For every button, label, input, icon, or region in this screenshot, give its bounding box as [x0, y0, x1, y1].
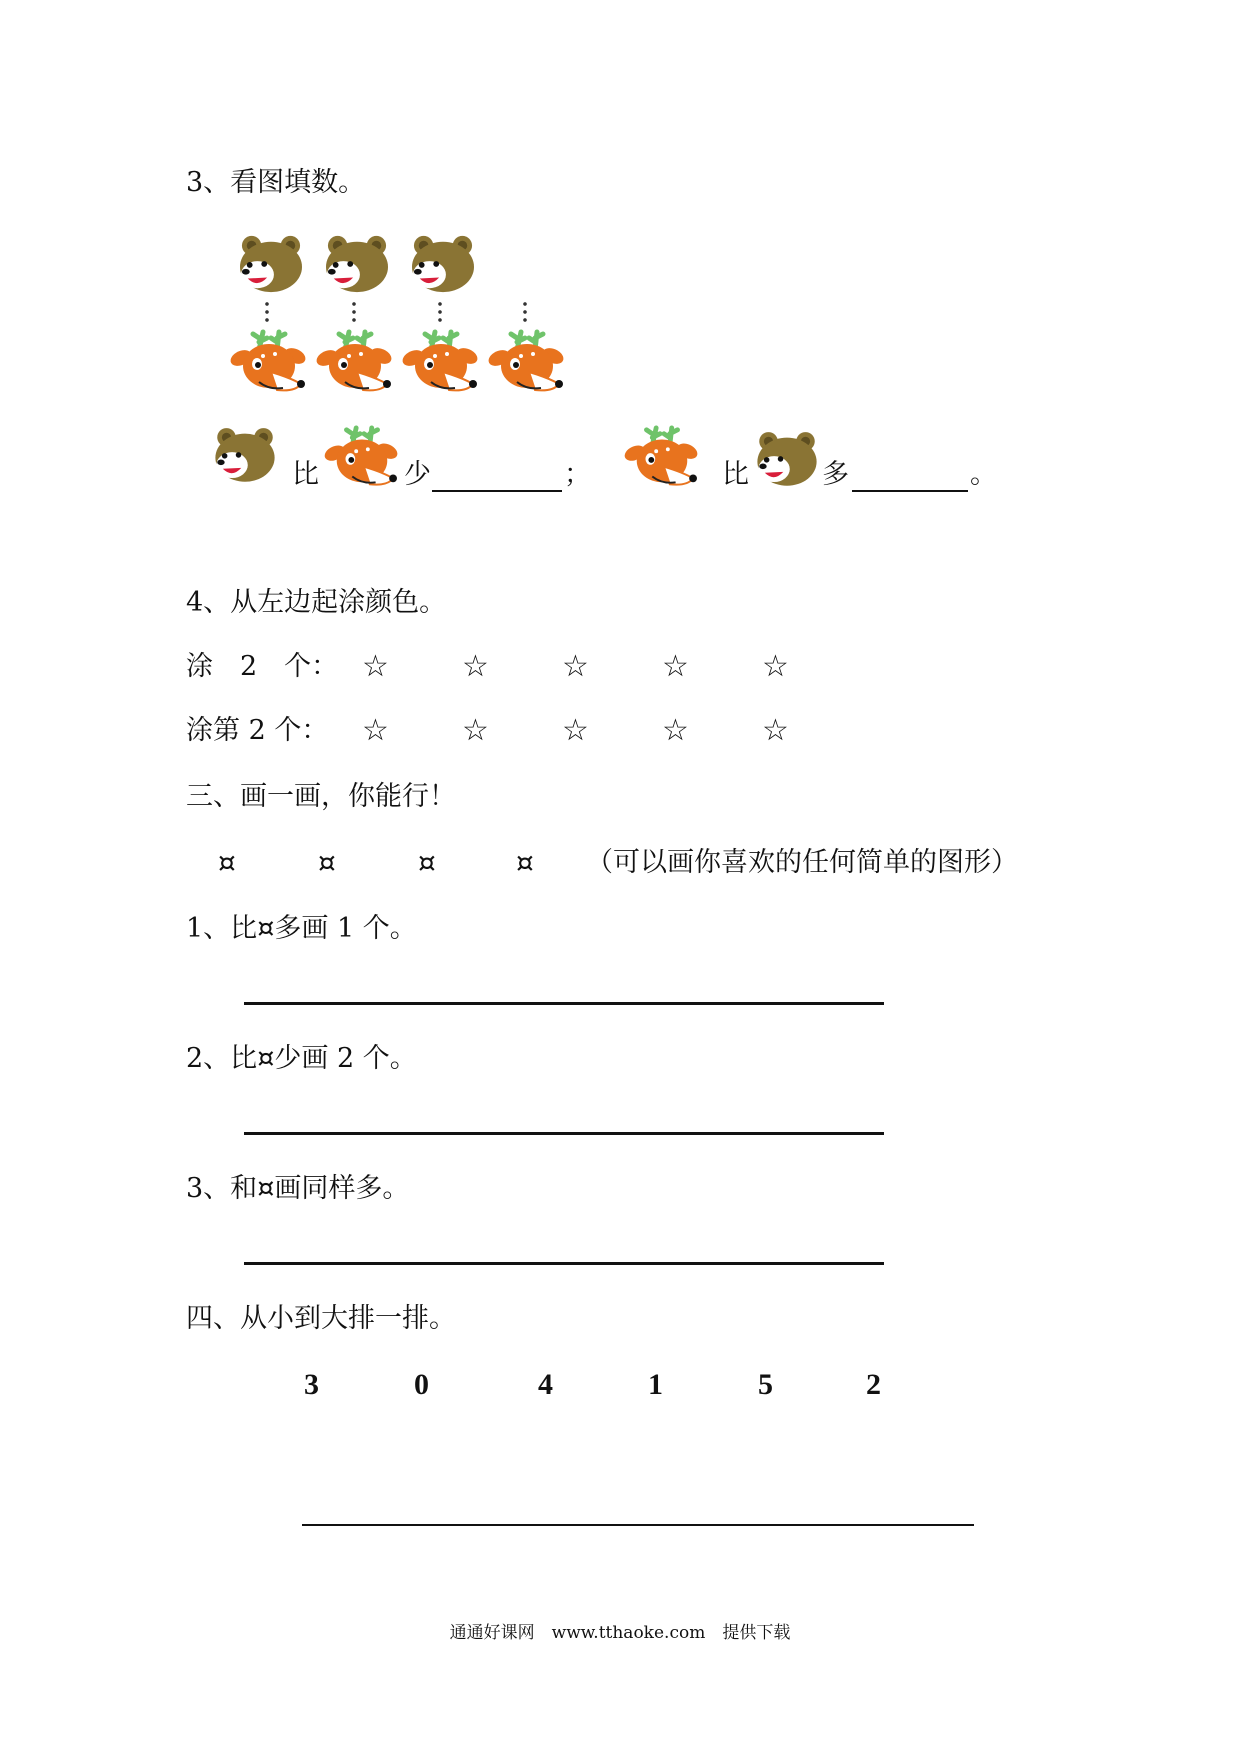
- bear-face-icon: [208, 424, 282, 484]
- currency-symbol-icon: ¤: [218, 846, 236, 879]
- star-outline-icon[interactable]: ☆: [362, 713, 389, 748]
- q4-row2-label: 涂第 2 个：: [186, 715, 329, 746]
- sort-number: 4: [538, 1368, 553, 1401]
- star-outline-icon[interactable]: ☆: [462, 713, 489, 748]
- deer-face-icon: [228, 328, 310, 398]
- match-dotted-line: [438, 300, 442, 326]
- deer-face-icon: [486, 328, 568, 398]
- sort-number: 0: [414, 1368, 429, 1401]
- sort-number: 1: [648, 1368, 663, 1401]
- star-outline-icon[interactable]: ☆: [762, 713, 789, 748]
- star-outline-icon[interactable]: ☆: [662, 649, 689, 684]
- match-dotted-line: [265, 300, 269, 326]
- currency-symbol-icon: ¤: [318, 846, 336, 879]
- deer-face-icon: [322, 424, 402, 492]
- currency-symbol-icon: ¤: [257, 913, 275, 944]
- currency-symbol-icon: ¤: [516, 846, 534, 879]
- star-outline-icon[interactable]: ☆: [362, 649, 389, 684]
- section3-hint: （可以画你喜欢的任何简单的图形）: [586, 847, 1018, 878]
- deer-face-icon: [314, 328, 396, 398]
- q4-row1-label: 涂 2 个：: [186, 651, 339, 682]
- answer-blank-1[interactable]: [432, 490, 562, 492]
- compare-duo: 多: [822, 459, 849, 490]
- section3-title: 三、画一画，你能行！: [186, 781, 456, 812]
- q3-title: 3、看图填数。: [186, 167, 366, 198]
- star-outline-icon[interactable]: ☆: [762, 649, 789, 684]
- match-dotted-line: [352, 300, 356, 326]
- section4-title: 四、从小到大排一排。: [186, 1303, 456, 1334]
- drawing-line-1[interactable]: [244, 1002, 884, 1005]
- bear-face-icon: [318, 232, 396, 294]
- compare-bi-2: 比: [722, 459, 749, 490]
- compare-end: 。: [970, 459, 997, 490]
- match-dotted-line: [523, 300, 527, 326]
- compare-sep: ；: [564, 459, 591, 490]
- currency-symbol-icon: ¤: [418, 846, 436, 879]
- deer-face-icon: [400, 328, 482, 398]
- bear-face-icon: [404, 232, 482, 294]
- drawing-line-2[interactable]: [244, 1132, 884, 1135]
- compare-shao: 少: [404, 459, 431, 490]
- currency-symbol-icon: ¤: [257, 1173, 275, 1204]
- star-outline-icon[interactable]: ☆: [562, 713, 589, 748]
- page-footer: 通通好课网 www.tthaoke.com 提供下载: [449, 1623, 791, 1643]
- star-outline-icon[interactable]: ☆: [662, 713, 689, 748]
- section3-item1: 1、比¤多画 1 个。: [186, 913, 417, 944]
- answer-blank-2[interactable]: [852, 490, 968, 492]
- sort-number: 5: [758, 1368, 773, 1401]
- drawing-line-3[interactable]: [244, 1262, 884, 1265]
- section3-item2: 2、比¤少画 2 个。: [186, 1043, 417, 1074]
- star-outline-icon[interactable]: ☆: [462, 649, 489, 684]
- sort-answer-line[interactable]: [302, 1524, 974, 1526]
- sort-number: 3: [304, 1368, 319, 1401]
- deer-face-icon: [622, 424, 702, 492]
- currency-symbol-icon: ¤: [257, 1043, 275, 1074]
- compare-bi-1: 比: [292, 459, 319, 490]
- bear-face-icon: [232, 232, 310, 294]
- sort-number: 2: [866, 1368, 881, 1401]
- section3-item3: 3、和¤画同样多。: [186, 1173, 410, 1204]
- star-outline-icon[interactable]: ☆: [562, 649, 589, 684]
- bear-face-icon: [750, 428, 824, 488]
- q4-title: 4、从左边起涂颜色。: [186, 587, 447, 618]
